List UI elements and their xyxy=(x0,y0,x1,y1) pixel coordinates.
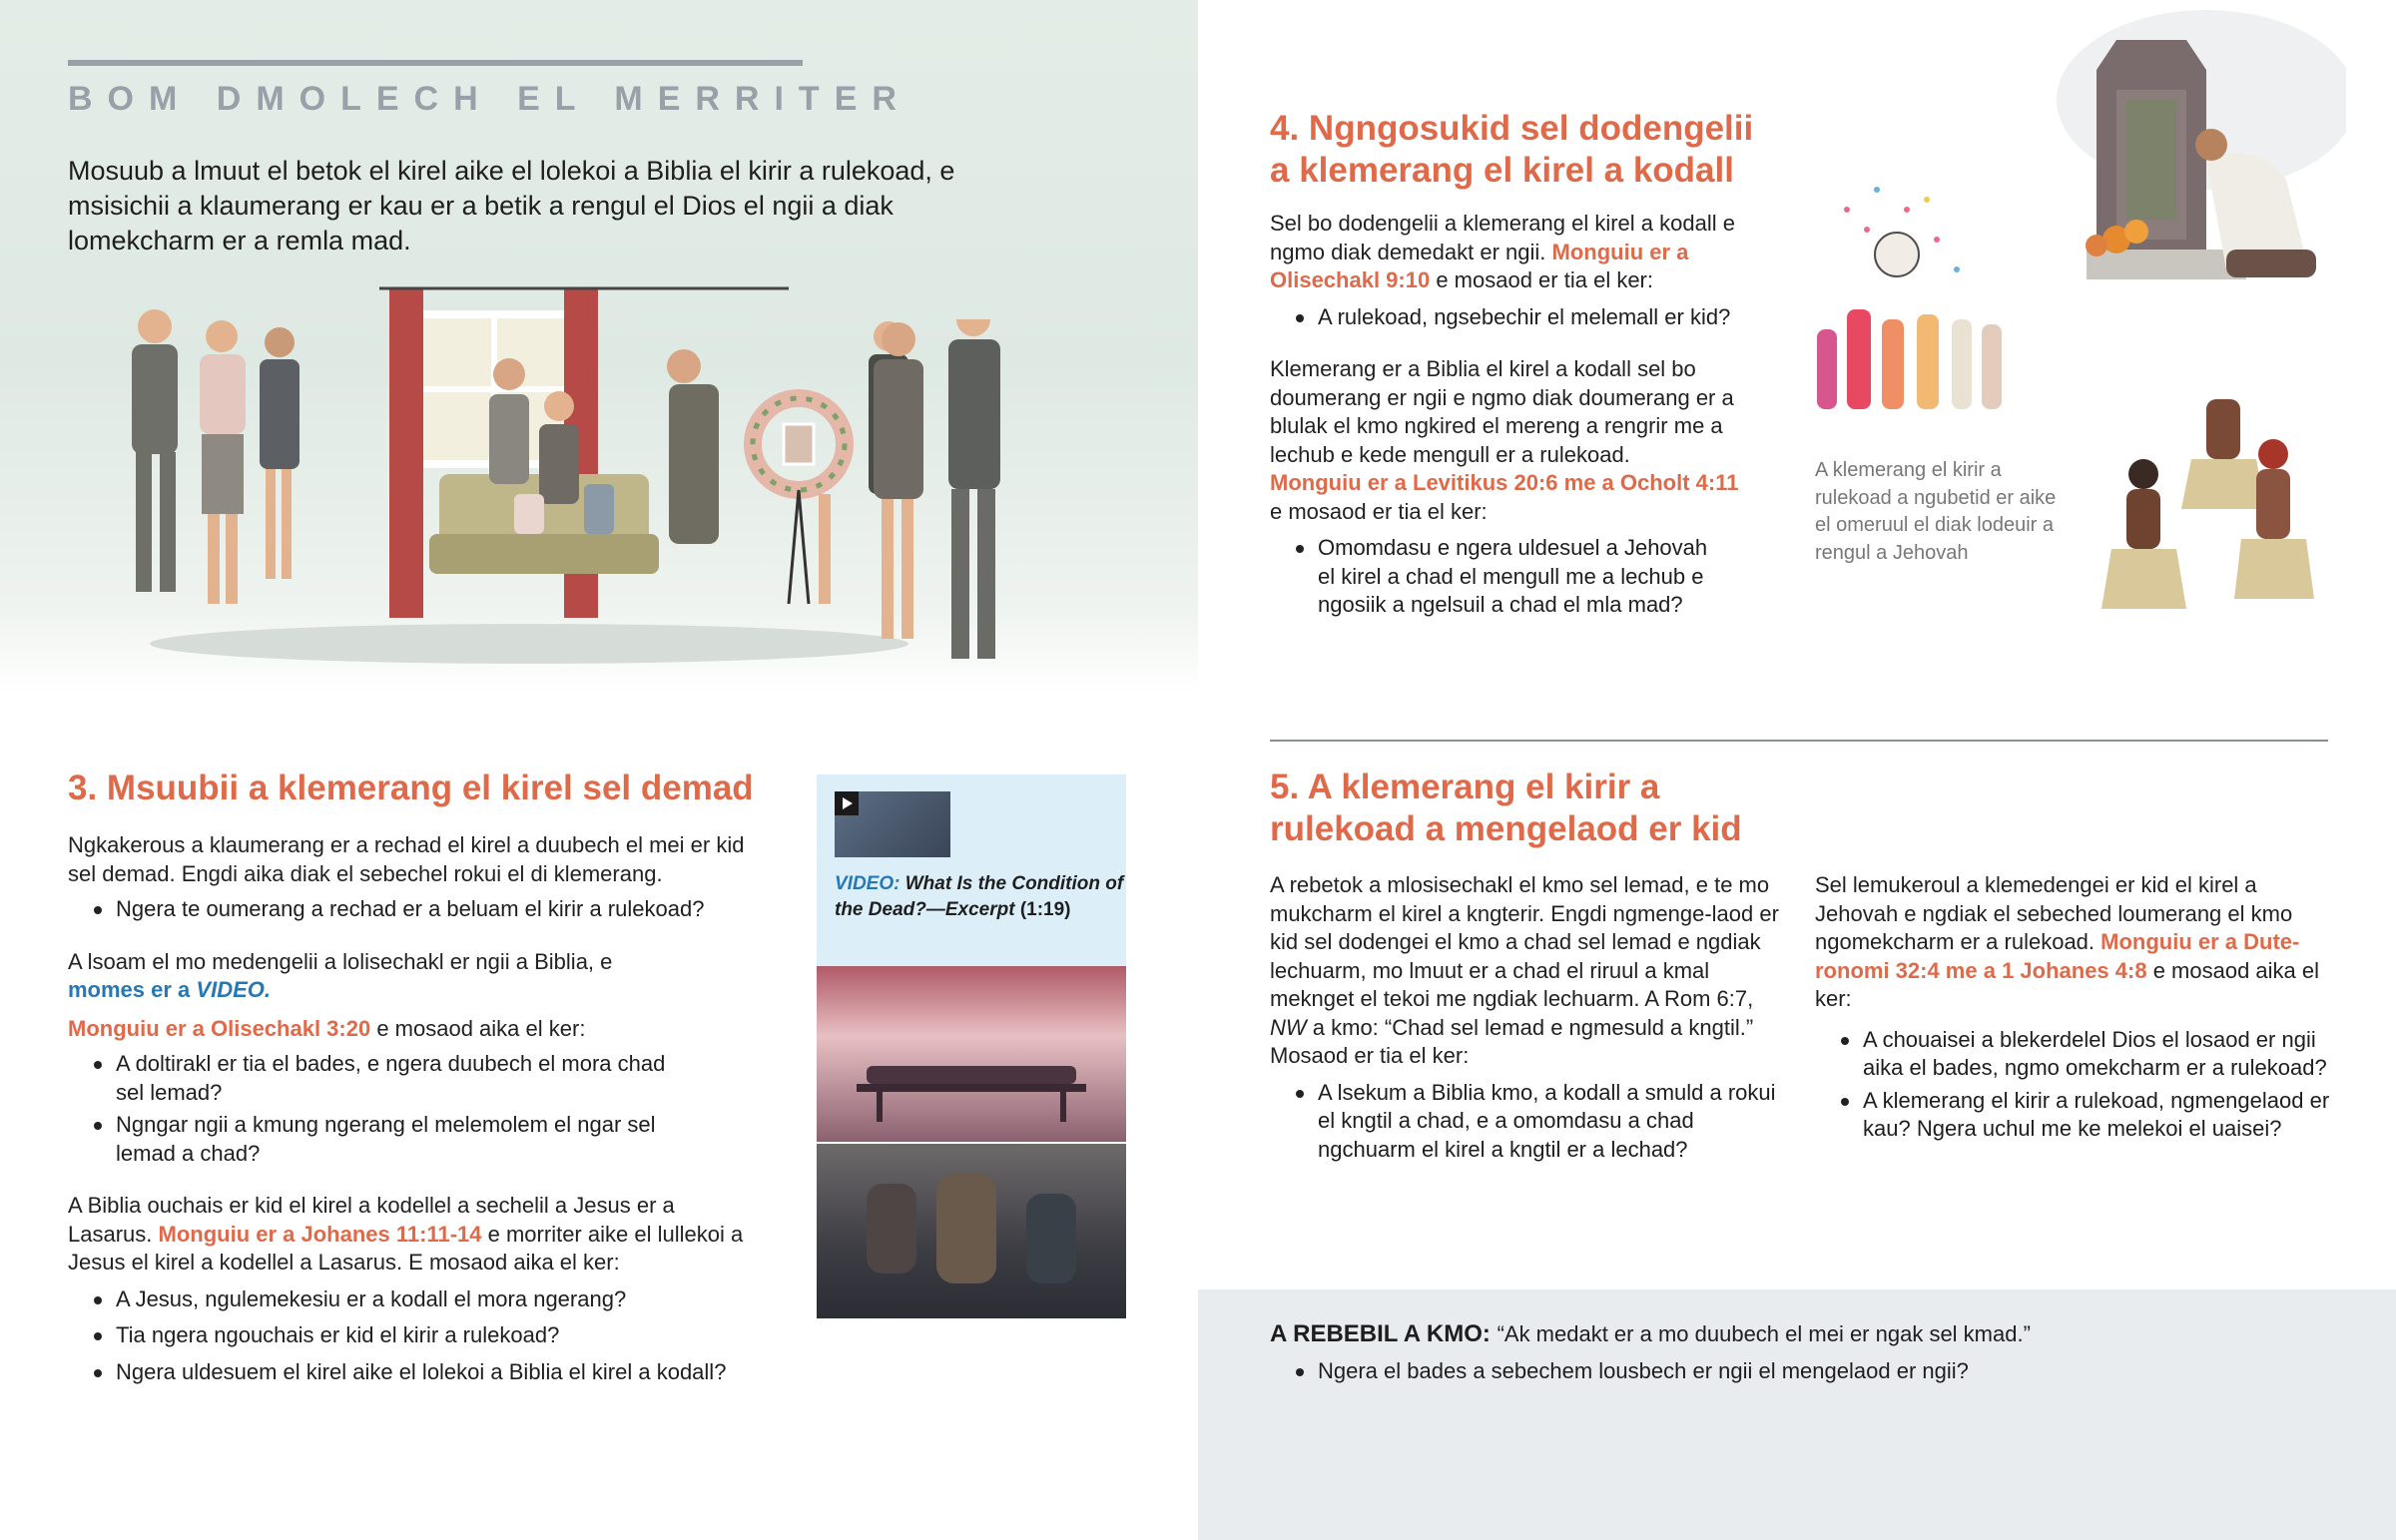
section-4-bullet-1: A rulekoad, ngsebechir el melemall er kid? xyxy=(1270,303,1759,332)
objection-line xyxy=(1270,1317,2328,1351)
section-4-heading-line-1: 4. Ngngosukid sel dodengelii xyxy=(1270,109,1754,148)
section-4-paragraph-1 xyxy=(1270,210,1759,295)
section-5-paragraph-2-text: Sel lemukeroul a klemedengei er kid el kirel a Jehovah e ngdiak el sebeched loumerang el kmo ngomekcharm er a rulekoad. xyxy=(1815,872,2293,954)
objection-quote: “Ak medakt er a mo duubech el mei er ngak sel kmad.” xyxy=(1497,1321,2031,1346)
scripture-reference-olisechakl-3-20[interactable]: Monguiu er a Olisechakl 3:20 xyxy=(68,1015,371,1041)
objection-bullet-1: Ngera el bades a sebechem lousbech er ngii el mengelaod er ngii? xyxy=(1270,1357,2328,1386)
scripture-reference-johanes-11[interactable]: Monguiu er a Johanes 11:11-14 xyxy=(158,1221,482,1247)
section-4-paragraph-1-after: e mosaod er tia el ker: xyxy=(1430,267,1653,292)
section-3-paragraph-1: Ngkakerous a klaumerang er a rechad el kirel a duubech el mei er kid sel demad. Engdi aika diak el sebechel rokui el di klemerang. xyxy=(68,832,745,886)
section-3-bullets-1 xyxy=(68,895,777,924)
hospital-bed-image xyxy=(817,966,1126,1142)
nw-abbreviation: NW xyxy=(1270,1014,1307,1040)
section-3-bullet-4: A Jesus, ngulemekesiu er a kodall el mora ngerang? xyxy=(68,1285,777,1314)
scripture-reference-dutoronomi[interactable]: Monguiu er a Dute-ronomi 32:4 me a 1 Johanes 4:8 xyxy=(1815,929,2300,983)
section-5-bullets-2 xyxy=(1815,1026,2334,1144)
section-3-bullet-1: Ngera te oumerang a rechad er a beluam el kirir a rulekoad? xyxy=(68,895,777,924)
section-5-bullet-3: A klemerang el kirir a rulekoad, ngmengelaod er kau? Ngera uchul me ke melekoi el uaisei? xyxy=(1815,1087,2334,1144)
video-label: VIDEO: xyxy=(835,873,900,894)
lesson-intro: Mosuub a lmuut el betok el kirel aike el lolekoi a Biblia el kirir a rulekoad, e msisichii a klaumerang er kau er a betik a rengul el Dios el ngii a diak lomekcharm er a remla mad. xyxy=(68,156,955,256)
funeral-illustration xyxy=(110,274,908,674)
section-3-scripture-line-1 xyxy=(68,1015,777,1044)
video-caption[interactable] xyxy=(835,871,1124,923)
section-4-bullet-2: Omomdasu e ngera uldesuel a Jehovah el kirel a chad el mengull me a lechub e ngosiik a ngelsuil a chad el mla mad? xyxy=(1270,534,1729,620)
section-5-bullet-1: A lsekum a Biblia kmo, a kodall a smuld a rokui el kngtil a chad, e a omomdasu a chad ngchuarm el kirel a kngtil er a lechad? xyxy=(1270,1079,1779,1165)
section-4-paragraph-2-after: e mosaod er tia el ker: xyxy=(1270,498,1488,524)
section-3-bullet-3: Ngngar ngii a kmung ngerang el melemolem el ngar sel lemad a chad? xyxy=(68,1111,727,1168)
grieving-people-image xyxy=(817,1144,1126,1318)
section-3-paragraph-3-text: A Biblia ouchais er kid el kirel a kodellel a sechelil a Jesus er a Lasarus. xyxy=(68,1193,675,1247)
section-5-paragraph-2 xyxy=(1815,871,2334,1014)
section-4-paragraph-1-text: Sel bo dodengelii a klemerang el kirel a kodall e ngmo diak demedakt er ngii. xyxy=(1270,211,1735,264)
section-5-bullets-1 xyxy=(1270,1079,1779,1165)
section-3-heading: 3. Msuubii a klemerang el kirel sel demad xyxy=(68,769,754,807)
section-5-bullet-2: A chouaisei a blekerdelel Dios el losaod er ngii aika el bades, ngmo omekcharm er a rulekoad? xyxy=(1815,1026,2334,1083)
section-3-bullets-2 xyxy=(68,1050,727,1168)
objection-block xyxy=(1270,1317,2328,1386)
section-5-paragraph-1 xyxy=(1270,871,1779,1071)
section-3-paragraph-2 xyxy=(68,948,627,1005)
section-3-bullets-3 xyxy=(68,1285,777,1387)
video-link-emphasis[interactable]: VIDEO. xyxy=(196,977,271,1002)
section-4-heading-line-2: a klemerang el kirel a kodall xyxy=(1270,151,1734,190)
objection-bullets xyxy=(1270,1357,2328,1386)
section-divider xyxy=(1270,740,2328,742)
couple-illustration xyxy=(854,319,1033,679)
objection-label: A REBEBIL A KMO: xyxy=(1270,1320,1491,1347)
video-title: What Is the Condition of the Dead?—Excerpt xyxy=(835,873,1124,920)
section-4-paragraph-2-ref xyxy=(1270,469,1759,498)
section-4-body xyxy=(1270,210,1759,620)
section-3-bullet-6: Ngera uldesuem el kirel aike el lolekoi a Biblia el kirel a kodall? xyxy=(68,1358,777,1387)
section-4-paragraph-2: Klemerang er a Biblia el kirel a kodall sel bo doumerang er ngii e ngmo diak doumerang er a blulak el kmo ngkired el mereng a rengrir me a lechub e kede mengull er a rulekoad. xyxy=(1270,356,1734,467)
illustration-caption: A klemerang el kirir a rulekoad a ngubetid er aike el omeruul el diak lodeuir a rengul a Jehovah xyxy=(1815,459,2057,564)
video-link[interactable] xyxy=(68,977,271,1002)
video-thumbnail[interactable] xyxy=(835,791,950,857)
kicker-rule xyxy=(68,60,803,66)
section-5-column-2 xyxy=(1815,871,2334,1144)
section-5-heading-line-1: 5. A klemerang el kirir a xyxy=(1270,768,1660,806)
section-5-paragraph-1-text: A rebetok a mlosisechakl el kmo sel lemad, e te mo mukcharm el kirel a kngterir. Engdi ngmenge-laod er kid sel dodengei el kmo a chad sel lemad e ngdiak lechuarm, mo lmuut er a chad el riruul a kmal meknget el tekoi me ngdiak lechuarm. A Rom 6:7, xyxy=(1270,872,1779,1011)
section-5-heading-line-2: rulekoad a mengelaod er kid xyxy=(1270,809,1742,848)
video-link-text[interactable]: momes er a xyxy=(68,977,197,1002)
section-5-paragraph-1-after: a kmo: “Chad sel lemad e ngmesuld a kngtil.” Mosaod er tia el ker: xyxy=(1270,1014,1754,1068)
section-5-column-1 xyxy=(1270,871,1779,1164)
section-4-bullets-2 xyxy=(1270,534,1729,620)
section-4-bullets-1 xyxy=(1270,303,1759,332)
scripture-reference-olisechakl-9-10[interactable]: Monguiu er a Olisechakl 9:10 xyxy=(1270,239,1689,292)
video-duration: (1:19) xyxy=(1019,899,1071,920)
play-icon[interactable] xyxy=(835,791,859,815)
section-3-body xyxy=(68,831,777,1386)
ancestor-worship-illustration xyxy=(1787,10,2346,679)
section-3-paragraph-2-text: A lsoam el mo medengelii a lolisechakl er ngii a Biblia, e xyxy=(68,948,613,974)
section-4-heading-block xyxy=(1270,108,1869,192)
scripture-reference-levitikus[interactable]: Monguiu er a Levitikus 20:6 me a Ocholt 4:11 xyxy=(1270,470,1739,495)
section-3-bullet-2: A doltirakl er tia el bades, e ngera duubech el mora chad sel lemad? xyxy=(68,1050,727,1107)
section-5-paragraph-2-after: e mosaod aika el ker: xyxy=(1815,957,2320,1011)
lesson-kicker: BOM DMOLECH EL MERRITER xyxy=(68,80,911,118)
scripture-reference-after: e mosaod aika el ker: xyxy=(370,1015,586,1041)
section-3-bullet-5: Tia ngera ngouchais er kid el kirir a rulekoad? xyxy=(68,1321,777,1350)
section-3-paragraph-3-after: e morriter aike el lullekoi a Jesus el kirel a kodellel a Lasarus. E mosaod aika el ker: xyxy=(68,1221,744,1275)
section-3-paragraph-3 xyxy=(68,1192,757,1278)
section-5-heading-block xyxy=(1270,767,1869,850)
